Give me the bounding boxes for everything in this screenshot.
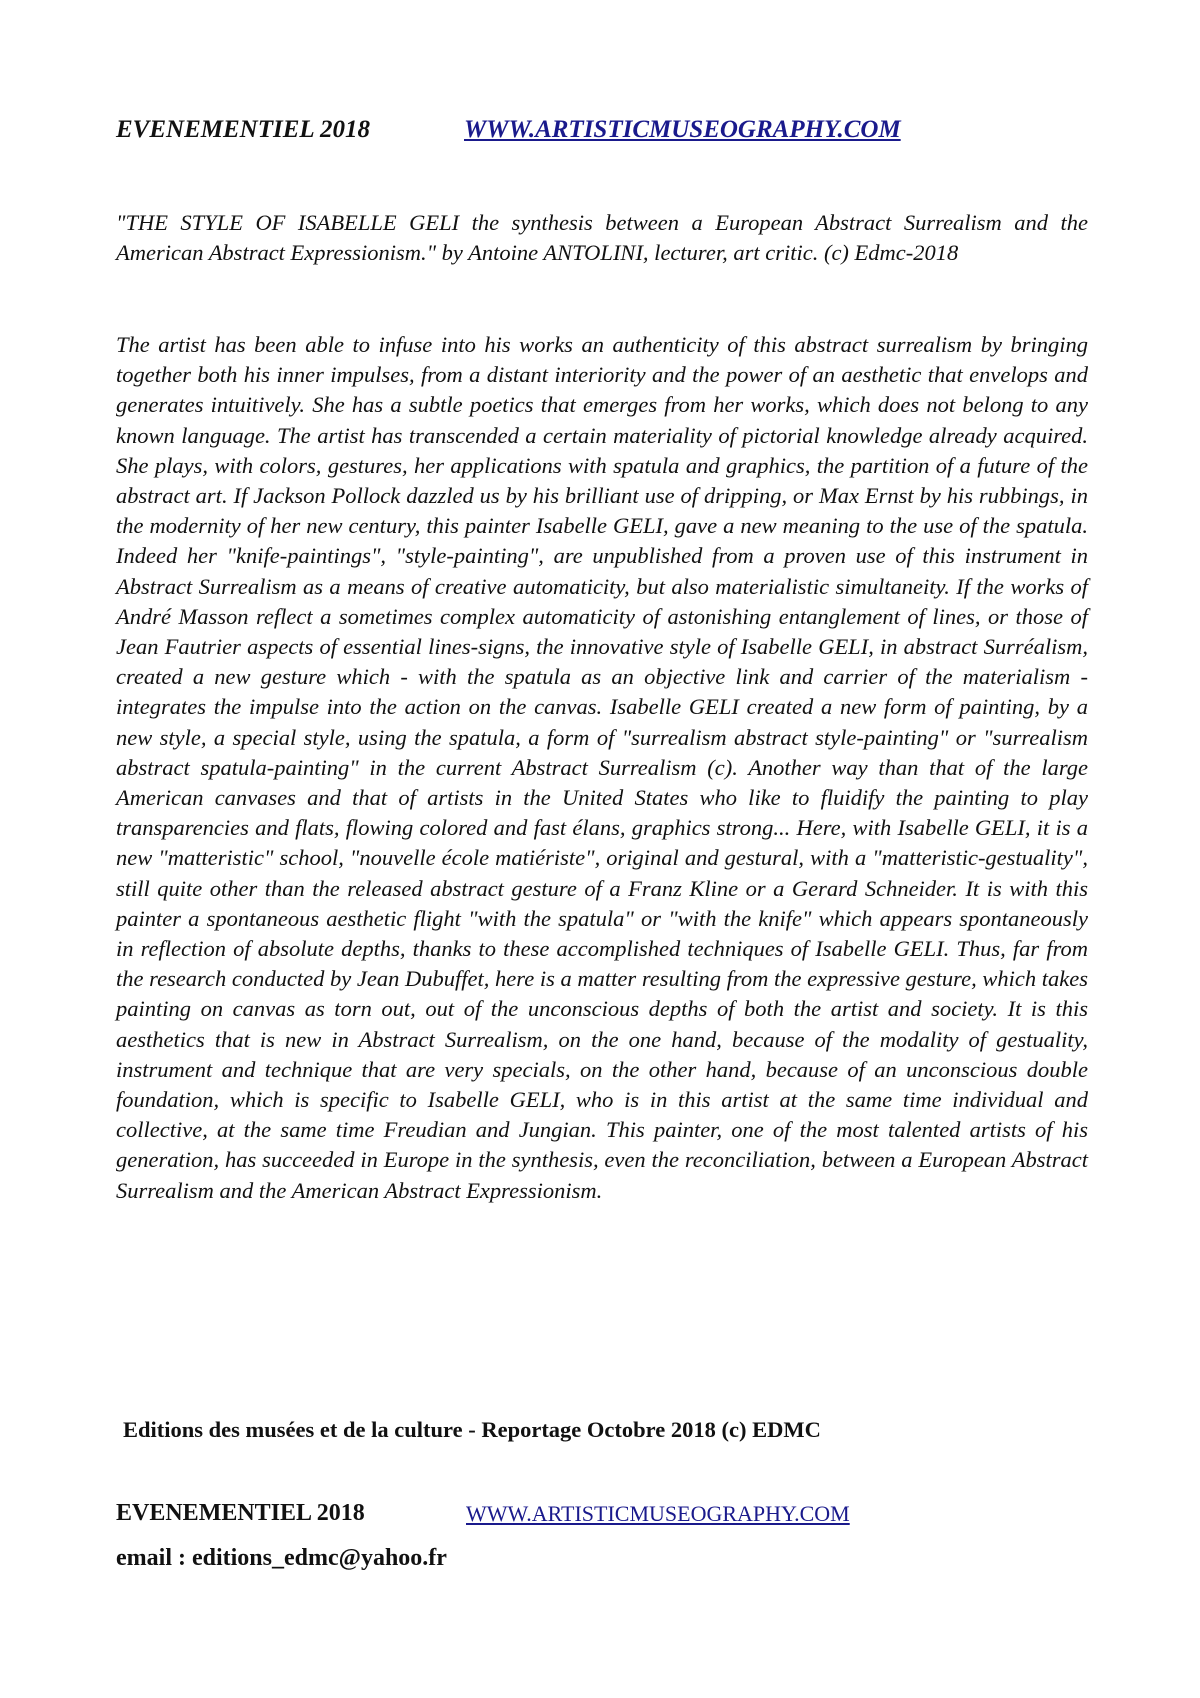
article-title-paragraph: "THE STYLE OF ISABELLE GELI the synthesis between a European Abstract Surrealism and the American Abstract Expressionism." by Antoine ANTOLINI, lecturer, art critic. (c) Edmc-2018: [116, 210, 1088, 265]
footer-website-link[interactable]: WWW.ARTISTICMUSEOGRAPHY.COM: [466, 1501, 850, 1526]
publisher-credits: Editions des musées et de la culture - Reportage Octobre 2018 (c) EDMC: [123, 1417, 821, 1442]
contact-email: email : editions_edmc@yahoo.fr: [116, 1545, 447, 1571]
footer-title: EVENEMENTIEL 2018: [116, 1500, 365, 1526]
article-body-paragraph: The artist has been able to infuse into his works an authenticity of this abstract surrealism by bringing together both his inner impulses, from a distant interiority and the power of an aesthetic that envelops and generates intuitively. She has a subtle poetics that emerges from her works, which does not belong to any known language. The artist has transcended a certain materiality of pictorial knowledge already acquired. She plays, with colors, gestures, her applications with spatula and graphics, the partition of a future of the abstract art. If Jackson Pollock dazzled us by his brilliant use of dripping, or Max Ernst by his rubbings, in the modernity of her new century, this painter Isabelle GELI, gave a new meaning to the use of the spatula. Indeed her "knife-paintings", "style-painting", are unpublished from a proven use of this instrument in Abstract Surrealism as a means of creative automaticity, but also materialistic simultaneity. If the works of André Masson reflect a sometimes complex automaticity of astonishing entanglement of lines, or those of Jean Fautrier aspects of essential lines-signs, the innovative style of Isabelle GELI, in abstract Surréalism, created a new gesture which - with the spatula as an objective link and carrier of the materialism - integrates the impulse into the action on the canvas. Isabelle GELI created a new form of painting, by a new style, a special style, using the spatula, a form of "surrealism abstract style-painting" or "surrealism abstract spatula-painting" in the current Abstract Surrealism (c). Another way than that of the large American canvases and that of artists in the United States who like to fluidify the painting to play transparencies and flats, flowing colored and fast élans, graphics strong... Here, with Isabelle GELI, it is a new "matteristic" school, "nouvelle école matiériste", original and gestural, with a "matteristic-gestuality", still quite other than the released abstract gesture of a Franz Kline or a Gerard Schneider. It is with this painter a spontaneous aesthetic flight "with the spatula" or "with the knife" which appears spontaneously in reflection of absolute depths, thanks to these accomplished techniques of Isabelle GELI. Thus, far from the research conducted by Jean Dubuffet, here is a matter resulting from the expressive gesture, which takes painting on canvas as torn out, out of the unconscious depths of both the artist and society. It is this aesthetics that is new in Abstract Surrealism, on the one hand, because of the modality of gestuality, instrument and technique that are very specials, on the other hand, because of an unconscious double foundation, which is specific to Isabelle GELI, who is in this artist at the same time individual and collective, at the same time Freudian and Jungian. This painter, one of the most talented artists of his generation, has succeeded in Europe in the synthesis, even the reconciliation, between a European Abstract Surrealism and the American Abstract Expressionism.: [116, 332, 1088, 1203]
header-website-link[interactable]: WWW.ARTISTICMUSEOGRAPHY.COM: [464, 116, 901, 143]
page-header: [116, 116, 901, 144]
page-footer: [116, 1500, 850, 1527]
header-title: EVENEMENTIEL 2018: [116, 116, 370, 143]
